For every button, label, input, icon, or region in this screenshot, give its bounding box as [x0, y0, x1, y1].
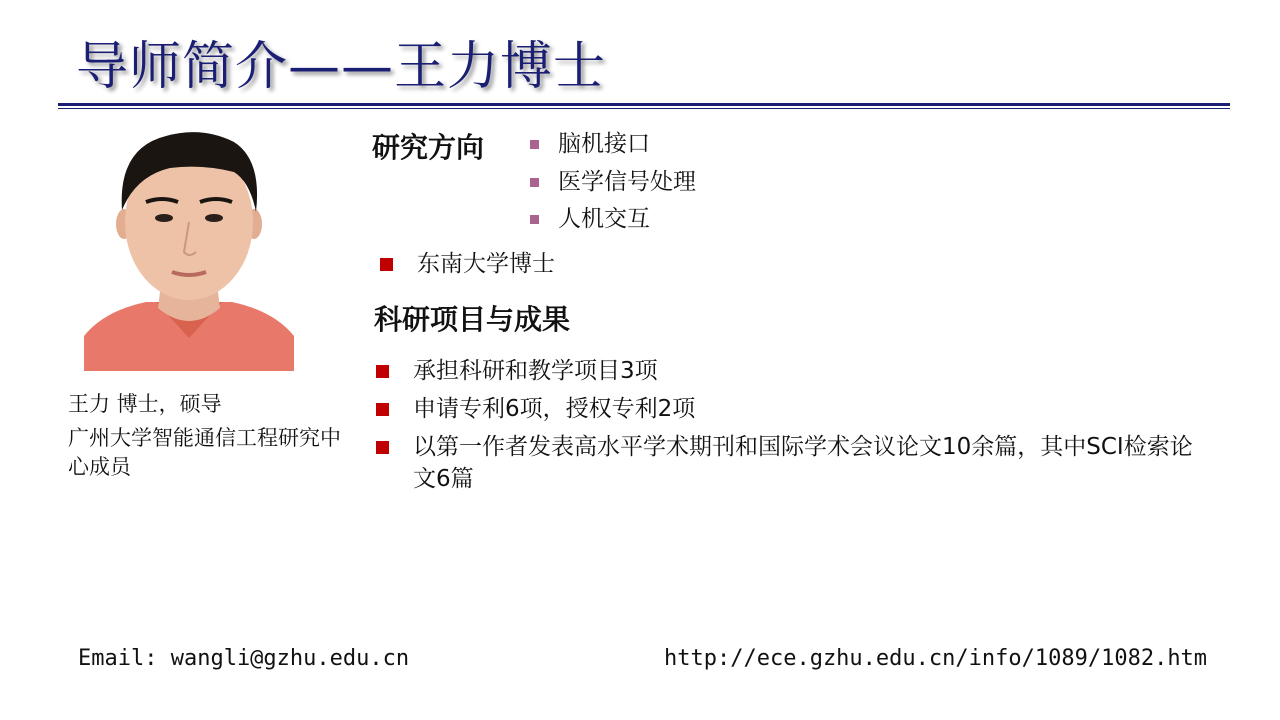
profile-url[interactable]: http://ece.gzhu.edu.cn/info/1089/1082.htm [664, 646, 1208, 671]
projects-heading: 科研项目与成果 [374, 303, 571, 336]
research-heading: 研究方向 [372, 131, 485, 164]
bullet-square-icon [530, 215, 539, 224]
profile-affiliation: 广州大学智能通信工程研究中心成员 [68, 426, 341, 479]
profile-name-title: 王力 博士，硕导 [68, 392, 222, 416]
bullet-square-icon [530, 178, 539, 187]
bullet-square-icon [376, 441, 389, 454]
contact-email[interactable]: Email: wangli@gzhu.edu.cn [78, 646, 410, 671]
bullet-square-icon [530, 140, 539, 149]
bullet-square-icon [376, 403, 389, 416]
slide-title: 导师简介——王力博士 [76, 37, 607, 97]
profile-photo [84, 126, 294, 371]
bullet-square-icon [376, 365, 389, 378]
title-divider [58, 103, 1230, 106]
title-divider-thin [58, 108, 1230, 109]
bullet-square-icon [380, 258, 393, 271]
